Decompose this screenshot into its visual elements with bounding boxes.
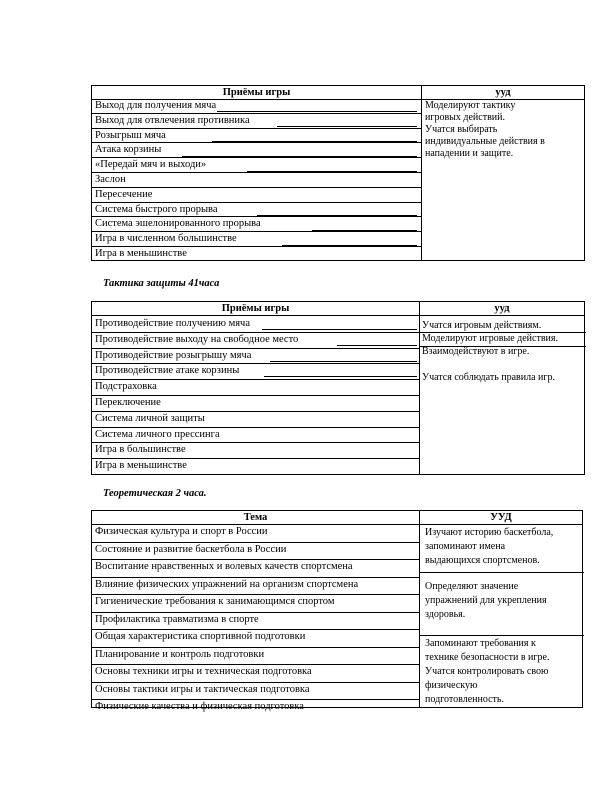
table-header [92, 302, 584, 316]
table-attack-tactics [91, 85, 585, 261]
header-uud: УУД [490, 512, 512, 523]
table-row: Заслон [92, 173, 421, 188]
row-underline [262, 329, 417, 330]
table-row: Физические качества и физическая подготовка [95, 701, 304, 712]
table-row: Воспитание нравственных и волевых качеств спортсмена [92, 560, 419, 578]
section-title-defense: Тактика защиты 41часа [103, 278, 220, 289]
uud-note: Моделируют тактику игровых действий. Учатся выбирать индивидуальные действия в нападении и защите. [425, 100, 545, 159]
uud-note: Запоминают требования к технике безопасности в игре. Учатся контролировать свою физическую подготовленность. [425, 638, 550, 705]
uud-note: Изучают историю баскетбола, запоминают имена выдающихся спортсменов. [425, 527, 554, 566]
column-divider [421, 99, 422, 260]
table-defense-tactics [91, 301, 585, 475]
table-row: Игра в численном большинстве [92, 232, 421, 247]
row-underline [264, 376, 417, 377]
table-row: Выход для получения мяча [92, 99, 421, 114]
header-techniques: Приёмы игры [92, 302, 420, 315]
table-row: Планирование и контроль подготовки [92, 648, 419, 666]
row-underline [312, 230, 417, 231]
table-row: Выход для отвлечения противника [92, 114, 421, 129]
row-underline [282, 245, 417, 246]
table-header [92, 86, 584, 100]
header-topic: Тема [92, 511, 420, 524]
uud-note: Учатся игровым действиям. Моделируют игровые действия. Взаимодействуют в игре. Учатся соблюдать правила игр. [422, 320, 558, 383]
table-theory [91, 510, 583, 712]
header-techniques: Приёмы игры [92, 86, 422, 99]
row-underline [270, 361, 417, 362]
table-row: Состояние и развитие баскетбола в России [92, 543, 419, 561]
table-row: Физическая культура и спорт в России [92, 525, 419, 543]
row-underline [257, 215, 417, 216]
header-uud: ууд [495, 87, 511, 98]
table-row: Гигиенические требования к занимающимся спортом [92, 595, 419, 613]
table-row: Пересечение [92, 188, 421, 203]
table-row: Игра в меньшинстве [95, 248, 187, 259]
table-row: Система эшелонированного прорыва [92, 217, 421, 232]
table-row: Розыгрыш мяча [92, 129, 421, 144]
column-divider [419, 315, 420, 474]
table-row: Противодействие атаке корзины [92, 364, 419, 380]
table-row: Влияние физических упражнений на организм спортсмена [92, 578, 419, 596]
table-row: Основы техники игры и техническая подготовка [92, 665, 419, 683]
row-underline [247, 171, 417, 172]
row-underline [217, 111, 417, 112]
table-header [92, 511, 582, 525]
section-title-theory: Теоретическая 2 часа. [103, 488, 207, 499]
table-row: Переключение [92, 396, 419, 412]
table-row: Игра в меньшинстве [95, 460, 187, 472]
table-row: Общая характеристика спортивной подготовки [92, 630, 419, 648]
row-underline [182, 156, 417, 157]
column-divider [419, 524, 420, 707]
table-row: Основы тактики игры и тактическая подготовка [92, 683, 419, 701]
uud-note: Определяют значение упражнений для укрепления здоровья. [425, 581, 547, 620]
note-divider [420, 635, 584, 636]
table-row: Система личной защиты [92, 412, 419, 428]
header-uud: ууд [494, 303, 510, 314]
table-row: Система личного прессинга [92, 428, 419, 444]
table-row: Противодействие выходу на свободное место [92, 333, 419, 349]
table-row: Противодействие розыгрышу мяча [92, 349, 419, 365]
row-underline [212, 141, 417, 142]
table-row: Профилактика травматизма в спорте [92, 613, 419, 631]
note-divider [420, 572, 584, 573]
table-row: Подстраховка [92, 380, 419, 396]
table-row: «Передай мяч и выходи» [92, 158, 421, 173]
table-row: Система быстрого прорыва [92, 203, 421, 218]
table-row: Противодействие получению мяча [92, 317, 419, 333]
table-row: Игра в большинстве [92, 443, 419, 459]
row-underline [337, 345, 417, 346]
row-underline [277, 126, 417, 127]
table-row: Атака корзины [92, 143, 421, 158]
